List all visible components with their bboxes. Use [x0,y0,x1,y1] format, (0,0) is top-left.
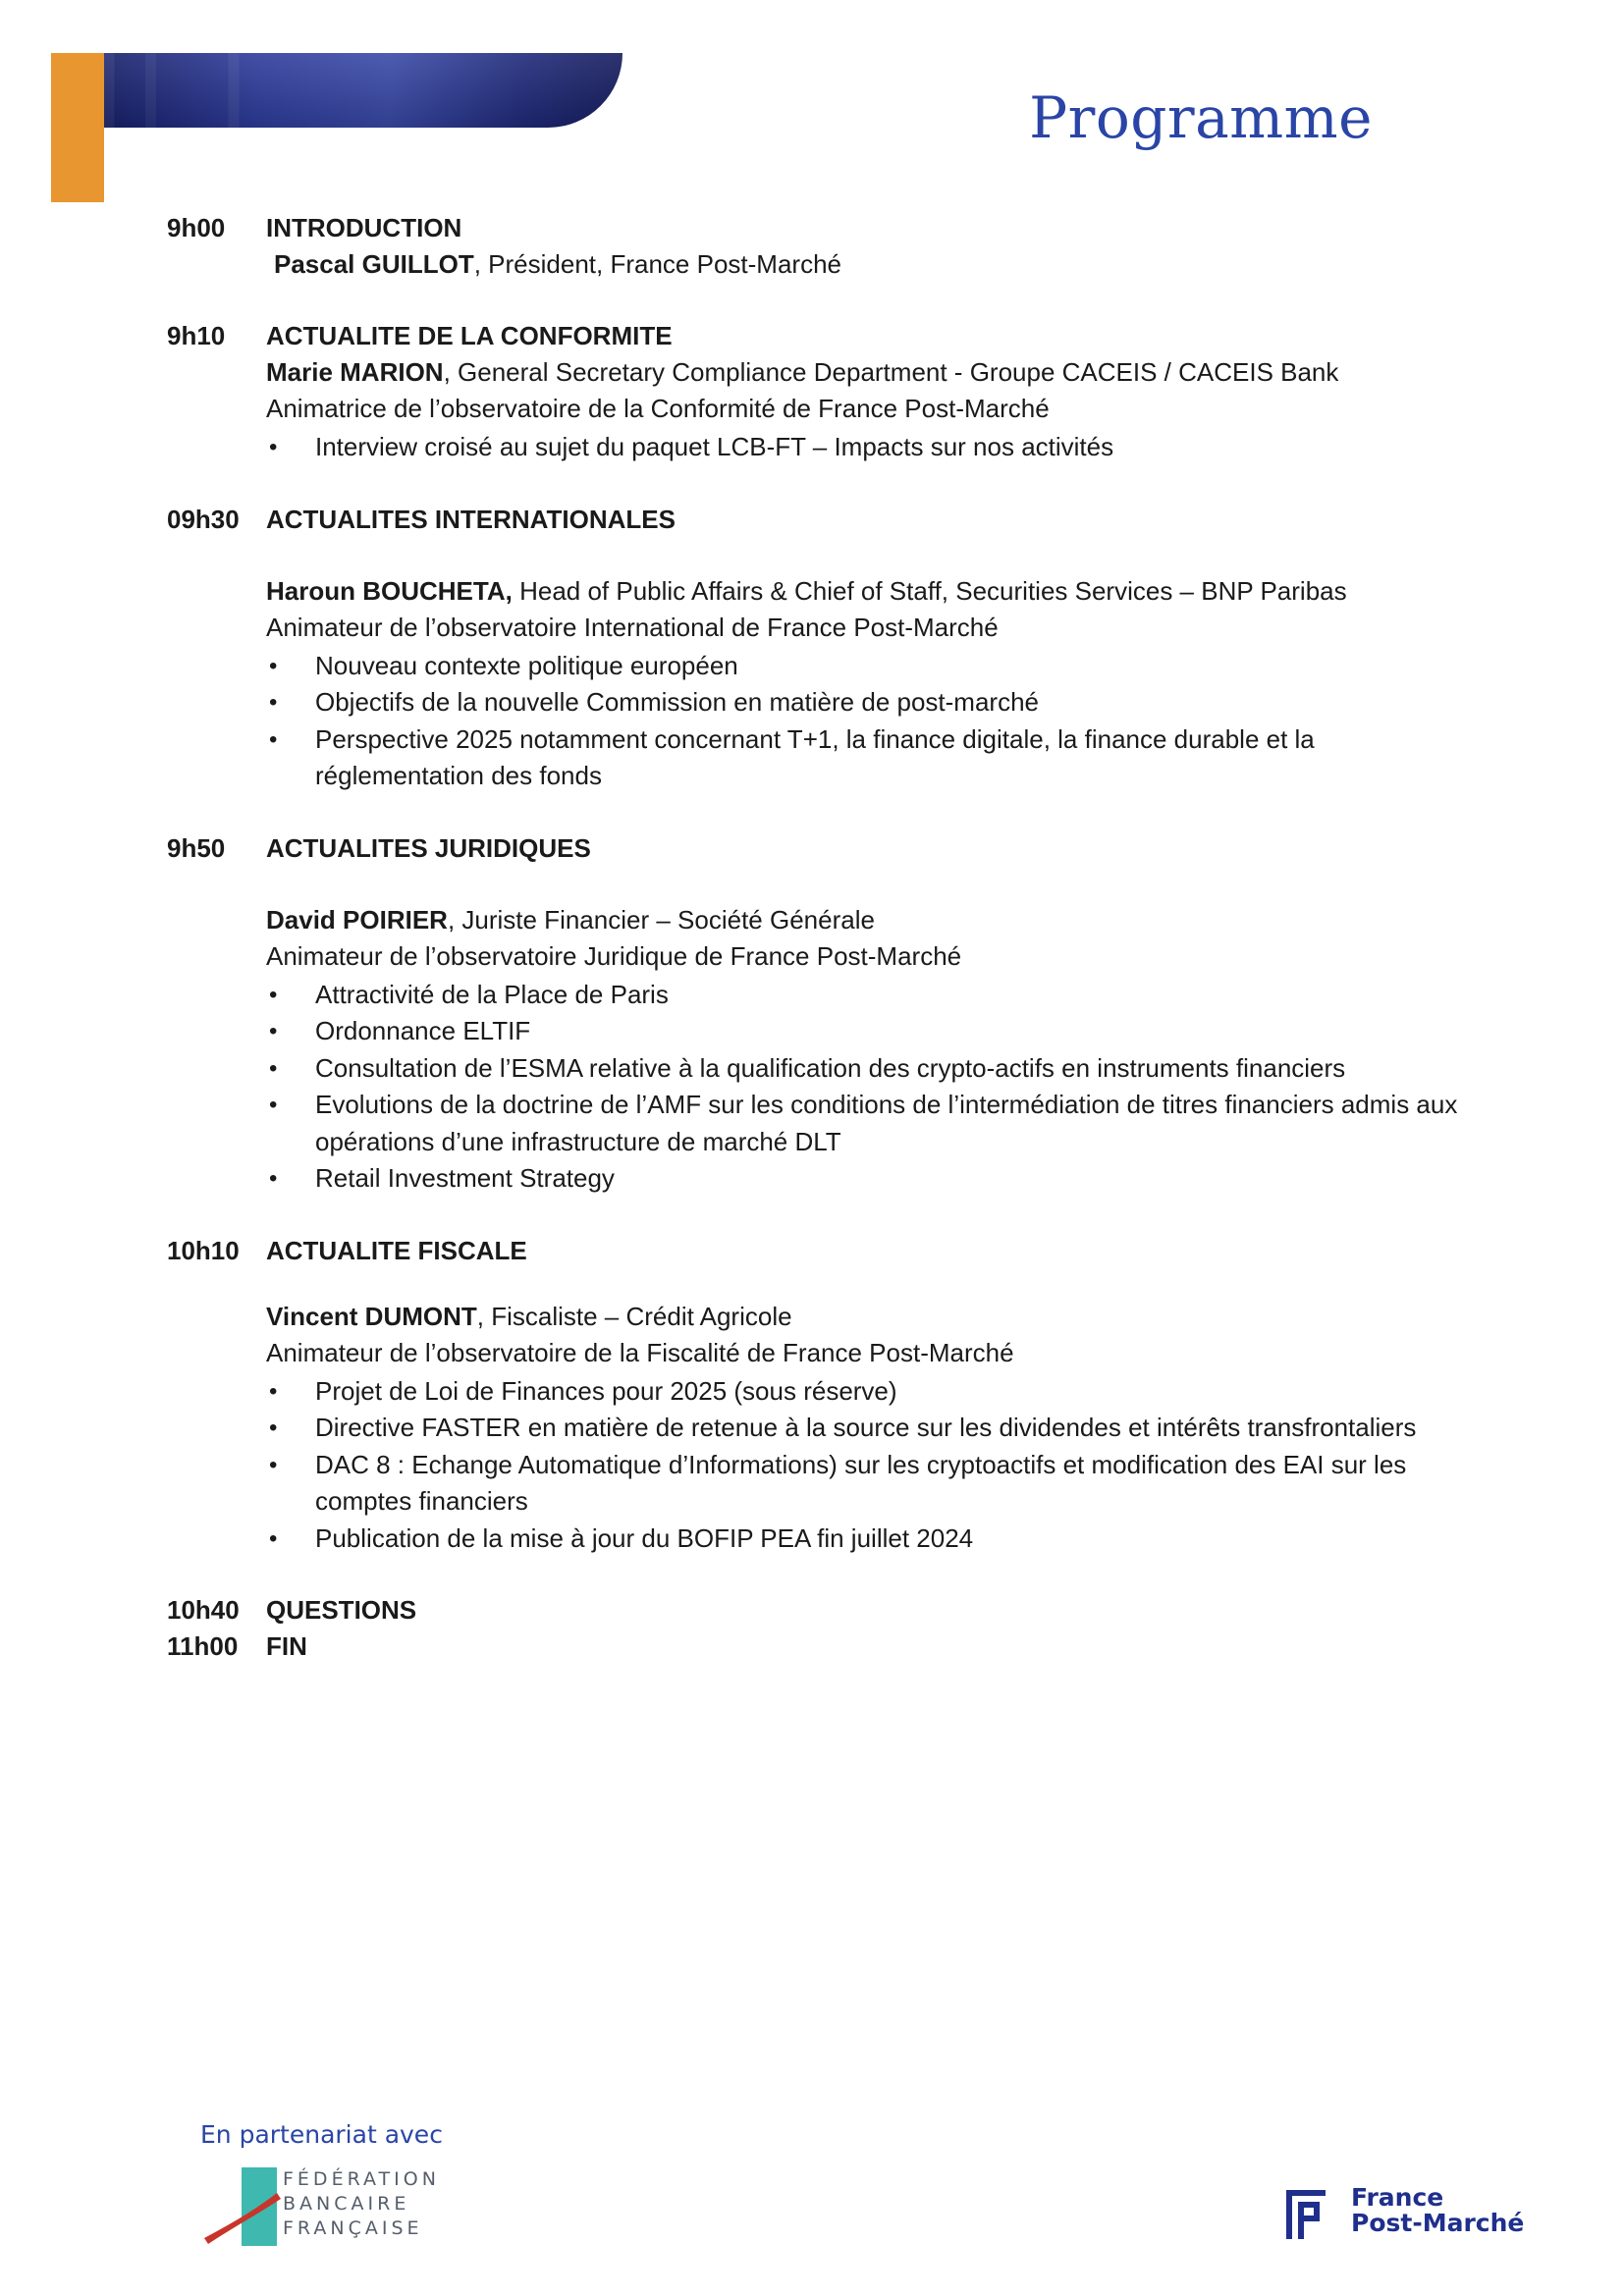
topic-list [266,648,1483,795]
list-item: • Directive FASTER en matière de retenue à la source sur les dividendes et intérêts transfrontaliers [266,1410,1483,1447]
program-list [167,210,1483,1665]
session-time: 10h10 [167,1235,240,1265]
list-item: • Objectifs de la nouvelle Commission en matière de post-marché [266,684,1483,721]
speaker-note: Animatrice de l’observatoire de la Conformité de France Post-Marché [266,394,1050,423]
speaker-name: Pascal GUILLOT [274,249,474,279]
session-fiscale [167,1233,1483,1558]
speaker-line [266,354,1483,391]
session-time: 11h00 [167,1631,239,1661]
session-time: 9h00 [167,213,226,242]
topic-list [266,977,1483,1198]
speaker-line [266,1299,1483,1335]
fpm-line-1: France [1351,2183,1444,2212]
session-time: 9h50 [167,832,226,863]
session-time: 09h30 [167,504,240,534]
list-item: • Evolutions de la doctrine de l’AMF sur les conditions de l’intermédiation de titres financiers admis aux opérations d’une infrastructure de marché DLT [266,1087,1483,1160]
speaker-line [266,902,1483,938]
session-title: QUESTIONS [266,1595,417,1625]
fbf-line-1: FÉDÉRATION [283,2168,440,2190]
speaker-role: , General Secretary Compliance Department - Groupe CACEIS / CACEIS Bank [443,357,1339,387]
session-title: ACTUALITE FISCALE [266,1235,527,1265]
speaker-name: Vincent DUMONT [266,1301,477,1331]
speaker-note: Animateur de l’observatoire de la Fiscalité de France Post-Marché [266,1337,1014,1367]
list-item: • Interview croisé au sujet du paquet LCB-FT – Impacts sur nos activités [266,429,1483,466]
header-banner-shade [104,53,623,128]
fbf-line-2: BANCAIRE [283,2193,410,2215]
list-item: • Nouveau contexte politique européen [266,648,1483,685]
session-title: FIN [266,1631,307,1661]
session-fin [167,1629,1483,1665]
topic-list [266,429,1483,466]
list-item: • Projet de Loi de Finances pour 2025 (sous réserve) [266,1373,1483,1411]
fpm-logo-icon [1284,2188,1327,2241]
session-title: ACTUALITES INTERNATIONALES [266,504,676,534]
header-orange-accent [51,53,104,202]
topic-list [266,1373,1483,1558]
list-item: • Perspective 2025 notamment concernant T+1, la finance digitale, la finance durable et la réglementation des fonds [266,721,1483,795]
speaker-role: , Fiscaliste – Crédit Agricole [476,1301,792,1331]
session-introduction [167,210,1483,283]
list-item: • Ordonnance ELTIF [266,1013,1483,1050]
speaker-role: , Juriste Financier – Société Générale [447,904,875,934]
session-juridiques [167,830,1483,1198]
speaker-name: Marie MARION [266,357,444,387]
session-time: 10h40 [167,1595,240,1625]
speaker-note: Animateur de l’observatoire Juridique de France Post-Marché [266,940,962,971]
speaker-role: , Président, France Post-Marché [473,249,841,279]
session-questions [167,1592,1483,1629]
fpm-logo-text [1351,2185,1524,2236]
speaker-line [266,246,1483,283]
session-title: ACTUALITES JURIDIQUES [266,832,591,863]
session-title: INTRODUCTION [266,213,462,242]
session-time: 9h10 [167,321,226,350]
list-item: • DAC 8 : Echange Automatique d’Informations) sur les cryptoactifs et modification des EAI sur les comptes financiers [266,1447,1483,1521]
speaker-role: Head of Public Affairs & Chief of Staff, Securities Services – BNP Paribas [512,575,1347,606]
list-item: • Retail Investment Strategy [266,1160,1483,1198]
fpm-line-2: Post-Marché [1351,2209,1525,2237]
speaker-line [266,573,1483,610]
session-title: ACTUALITE DE LA CONFORMITE [266,321,673,350]
speaker-name: Haroun BOUCHETA, [266,575,513,606]
list-item: • Publication de la mise à jour du BOFIP PEA fin juillet 2024 [266,1521,1483,1558]
fbf-line-3: FRANÇAISE [283,2217,423,2239]
speaker-name: David POIRIER [266,904,448,934]
list-item: • Consultation de l’ESMA relative à la qualification des crypto-actifs en instruments financiers [266,1050,1483,1088]
fbf-logo-text [283,2167,440,2241]
speaker-note: Animateur de l’observatoire International de France Post-Marché [266,612,999,642]
session-conformite [167,318,1483,466]
page-title: Programme [1029,84,1373,151]
session-internationales [167,502,1483,795]
partner-label: En partenariat avec [200,2120,443,2149]
list-item: • Attractivité de la Place de Paris [266,977,1483,1014]
